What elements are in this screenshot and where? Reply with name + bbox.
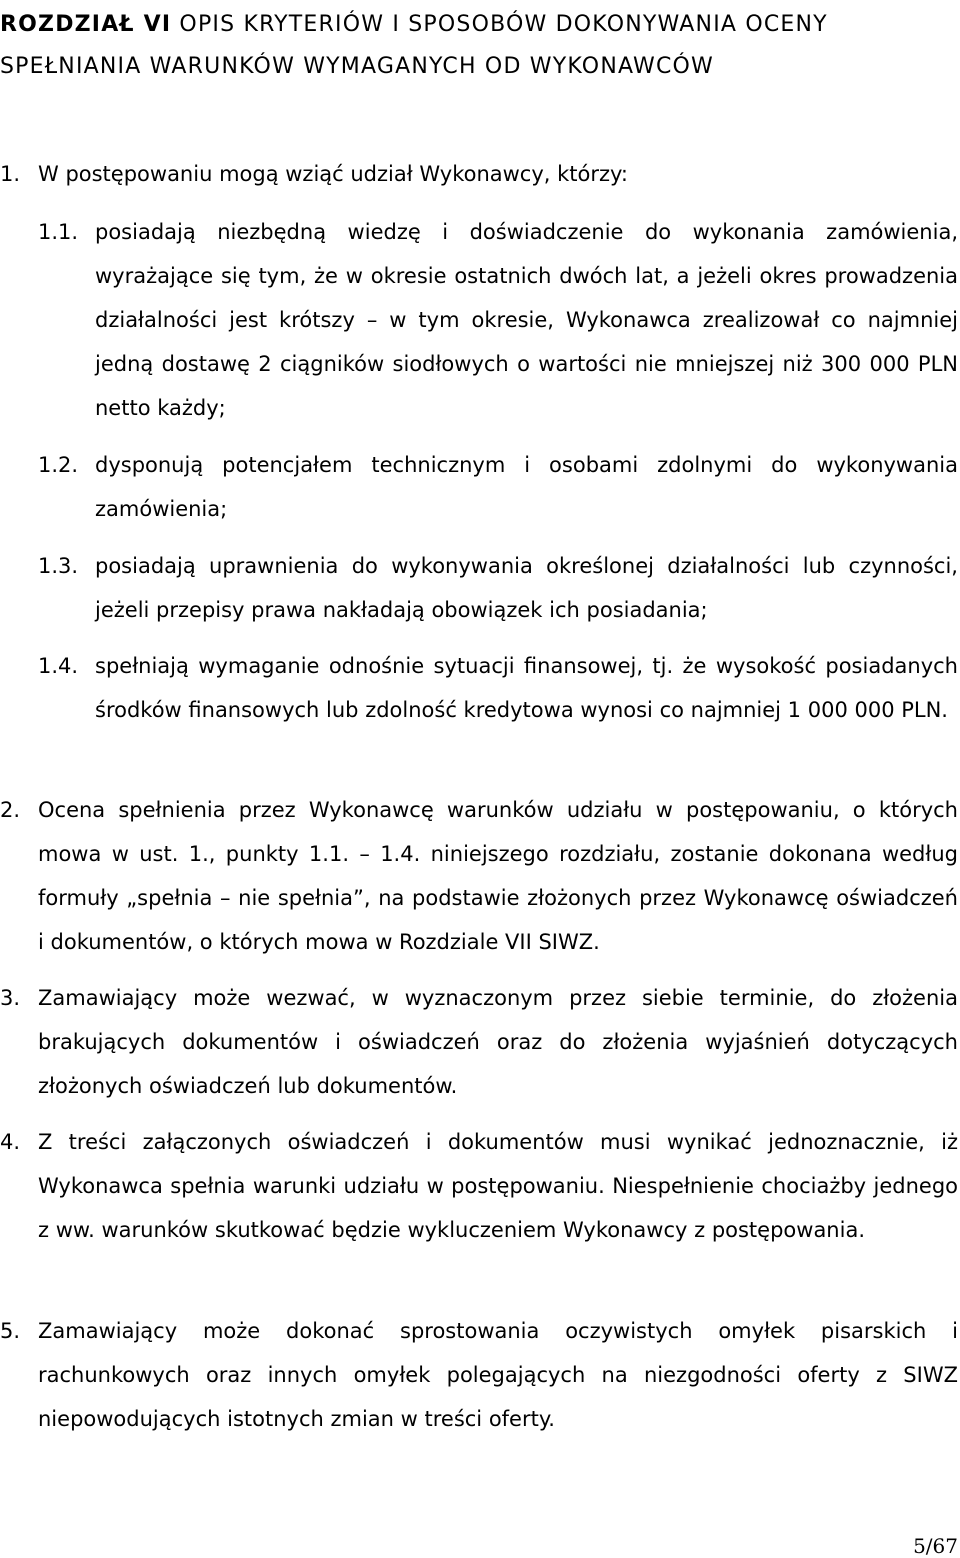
item-2-text: Ocena spełnienia przez Wykonawcę warunków udziału w postępowaniu, o których mowa w ust. 1., punkty 1.1. – 1.4. niniejszego rozdziału, zostanie dokonana według formuły „spełnia – nie spełnia”, na podstawie złożonych przez Wykonawcę oświadczeń i dokumentów, o których mowa w Rozdziale VII SIWZ. (38, 798, 958, 954)
item-1-4-text: spełniają wymaganie odnośnie sytuacji finansowej, tj. że wysokość posiadanych środków finansowych lub zdolność kredytowa wynosi co najmniej 1 000 000 PLN. (95, 654, 958, 722)
chapter-title-part-1: OPIS KRYTERIÓW I SPOSOBÓW DOKONYWANIA OCENY (179, 12, 828, 37)
item-1-4-number: 1.4. (38, 654, 79, 678)
item-3-number: 3. (0, 986, 21, 1010)
chapter-label: ROZDZIAŁ VI (0, 12, 172, 37)
item-1-1-number: 1.1. (38, 220, 79, 244)
item-1-text: W postępowaniu mogą wziąć udział Wykonawcy, którzy: (38, 162, 629, 186)
item-4-number: 4. (0, 1130, 21, 1154)
item-1-3-text: posiadają uprawnienia do wykonywania określonej działalności lub czynności, jeżeli przepisy prawa nakładają obowiązek ich posiadania; (95, 554, 958, 622)
item-1-2-number: 1.2. (38, 453, 79, 477)
item-4-text: Z treści załączonych oświadczeń i dokumentów musi wynikać jednoznacznie, iż Wykonawca spełnia warunki udziału w postępowaniu. Niespełnienie chociażby jednego z ww. warunków skutkować będzie wykluczeniem Wykonawcy z postępowania. (38, 1130, 958, 1242)
item-3-text: Zamawiający może wezwać, w wyznaczonym przez siebie terminie, do złożenia brakujących dokumentów i oświadczeń oraz do złożenia wyjaśnień dotyczących złożonych oświadczeń lub dokumentów. (38, 986, 958, 1098)
item-5-number: 5. (0, 1319, 21, 1343)
chapter-title-part-2: SPEŁNIANIA WARUNKÓW WYMAGANYCH OD WYKONAWCÓW (0, 54, 715, 79)
page-number: 5/67 (913, 1534, 958, 1558)
item-5-text: Zamawiający może dokonać sprostowania oczywistych omyłek pisarskich i rachunkowych oraz innych omyłek polegających na niezgodności oferty z SIWZ niepowodujących istotnych zmian w treści oferty. (38, 1319, 958, 1431)
item-1-1-text: posiadają niezbędną wiedzę i doświadczenie do wykonania zamówienia, wyrażające się tym, że w okresie ostatnich dwóch lat, a jeżeli okres prowadzenia działalności jest krótszy – w tym okresie, Wykonawca zrealizował co najmniej jedną dostawę 2 ciągników siodłowych o wartości nie mniejszej niż 300 000 PLN netto każdy; (95, 220, 958, 420)
item-1-2-text: dysponują potencjałem technicznym i osobami zdolnymi do wykonywania zamówienia; (95, 453, 958, 521)
heading-line-1 (0, 4, 960, 46)
item-2-number: 2. (0, 798, 21, 822)
item-1-number: 1. (0, 162, 21, 186)
chapter-heading (0, 4, 960, 88)
item-1-3-number: 1.3. (38, 554, 79, 578)
